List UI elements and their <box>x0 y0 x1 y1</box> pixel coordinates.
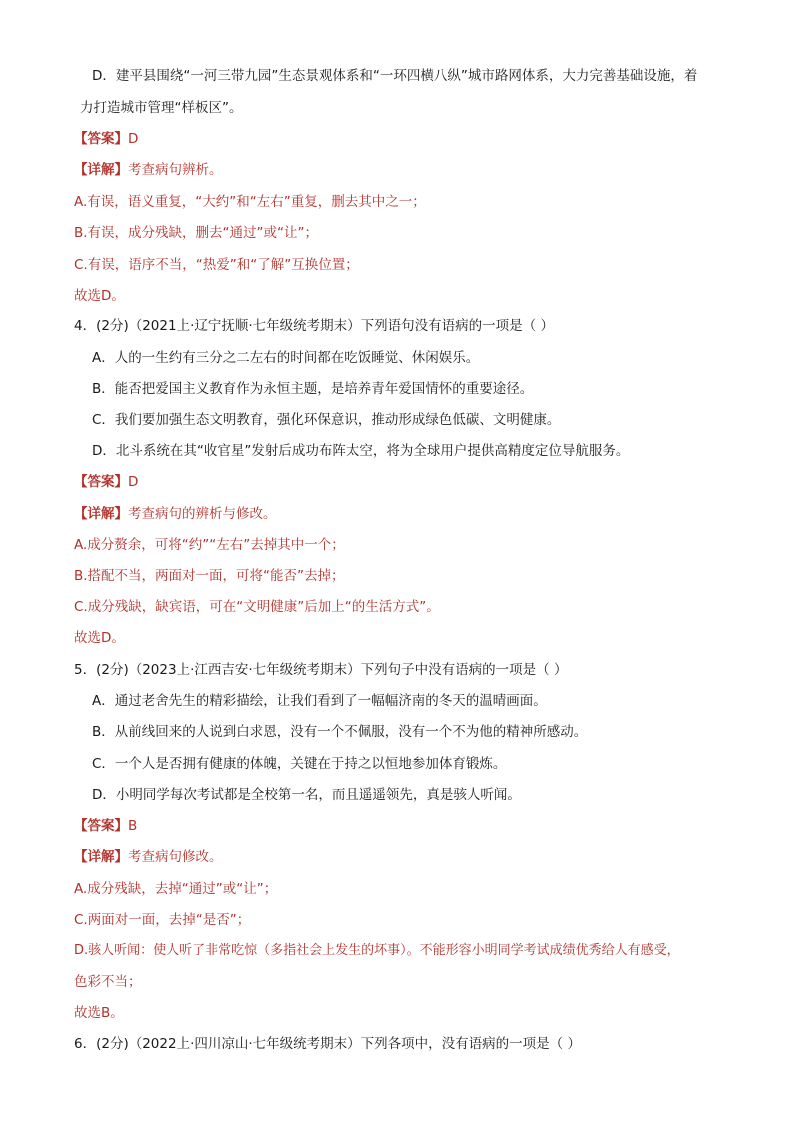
q4-option-a: A．人的一生约有三分之二左右的时间都在吃饭睡觉、休闲娱乐。 <box>92 350 480 366</box>
q5-note-a: A.成分残缺，去掉“通过”或“让”； <box>74 881 278 897</box>
q5-option-b: B．从前线回来的人说到白求恩，没有一个不佩服，没有一个不为他的精神所感动。 <box>92 724 588 740</box>
prev-answer <box>74 129 138 149</box>
q4-option-b: B．能否把爱国主义教育作为永恒主题，是培养青年爱国情怀的重要途径。 <box>92 381 534 397</box>
prev-note-c: C.有误，语序不当，“热爱”和“了解”互换位置； <box>74 257 359 273</box>
q5-option-d: D．小明同学每次考试都是全校第一名，而且遥遥领先，真是骇人听闻。 <box>92 787 521 803</box>
detail-intro: 考查病句辨析。 <box>128 162 223 178</box>
detail-tag: 【详解】 <box>74 162 128 178</box>
q5-option-c: C．一个人是否拥有健康的体魄，关键在于持之以恒地参加体育锻炼。 <box>92 756 507 772</box>
q4-stem: 4．(2分)（2021上·辽宁抚顺·七年级统考期末）下列语句没有语病的一项是（ ） <box>74 318 554 334</box>
q5-option-a: A．通过老舍先生的精彩描绘，让我们看到了一幅幅济南的冬天的温晴画面。 <box>92 693 547 709</box>
prev-note-b: B.有误，成分残缺，删去“通过”或“让”； <box>74 225 319 241</box>
q4-note-b: B.搭配不当，两面对一面，可将“能否”去掉； <box>74 568 345 584</box>
answer-value: B <box>128 818 138 834</box>
q5-note-d-line1: D.骇人听闻：使人听了非常吃惊（多指社会上发生的坏事）。不能形容小明同学考试成绩优秀给人有感受， <box>74 943 680 958</box>
q5-answer <box>74 816 137 836</box>
q4-option-d: D．北斗系统在其“收官星”发射后成功布阵太空，将为全球用户提供高精度定位导航服务。 <box>92 443 630 459</box>
detail-tag: 【详解】 <box>74 506 128 522</box>
detail-intro: 考查病句的辨析与修改。 <box>128 506 277 522</box>
q5-detail <box>74 847 223 867</box>
prev-detail <box>74 160 223 180</box>
prev-option-d-line1: D．建平县围绕“一河三带九园”生态景观体系和“一环四横八纵”城市路网体系，大力完善基础设施，着 <box>92 68 698 84</box>
q4-note-c: C.成分残缺，缺宾语，可在“文明健康”后加上“的生活方式”。 <box>74 599 440 615</box>
q4-answer <box>74 472 138 492</box>
answer-tag: 【答案】 <box>74 818 128 834</box>
answer-value: D <box>128 474 139 490</box>
answer-tag: 【答案】 <box>74 474 128 490</box>
q5-note-c: C.两面对一面，去掉“是否”； <box>74 912 251 928</box>
detail-tag: 【详解】 <box>74 849 128 865</box>
q6-stem: 6．(2分)（2022上·四川凉山·七年级统考期末）下列各项中，没有语病的一项是（ ） <box>74 1036 581 1052</box>
answer-tag: 【答案】 <box>74 131 128 147</box>
prev-note-a: A.有误，语义重复，“大约”和“左右”重复，删去其中之一； <box>74 194 426 210</box>
prev-conclusion: 故选D。 <box>74 288 125 304</box>
prev-option-d-line2: 力打造城市管理“样板区”。 <box>80 100 243 116</box>
q5-stem: 5．(2分)（2023上·江西吉安·七年级统考期末）下列句子中没有语病的一项是（ ） <box>74 662 568 678</box>
q4-conclusion: 故选D。 <box>74 630 125 646</box>
q4-detail <box>74 504 277 524</box>
answer-value: D <box>128 131 139 147</box>
q5-note-d-line2: 色彩不当； <box>74 974 142 990</box>
q4-option-c: C．我们要加强生态文明教育，强化环保意识，推动形成绿色低碳、文明健康。 <box>92 412 561 428</box>
q5-conclusion: 故选B。 <box>74 1005 124 1021</box>
detail-intro: 考查病句修改。 <box>128 849 223 865</box>
q4-note-a: A.成分赘余，可将“约”“左右”去掉其中一个； <box>74 537 345 553</box>
